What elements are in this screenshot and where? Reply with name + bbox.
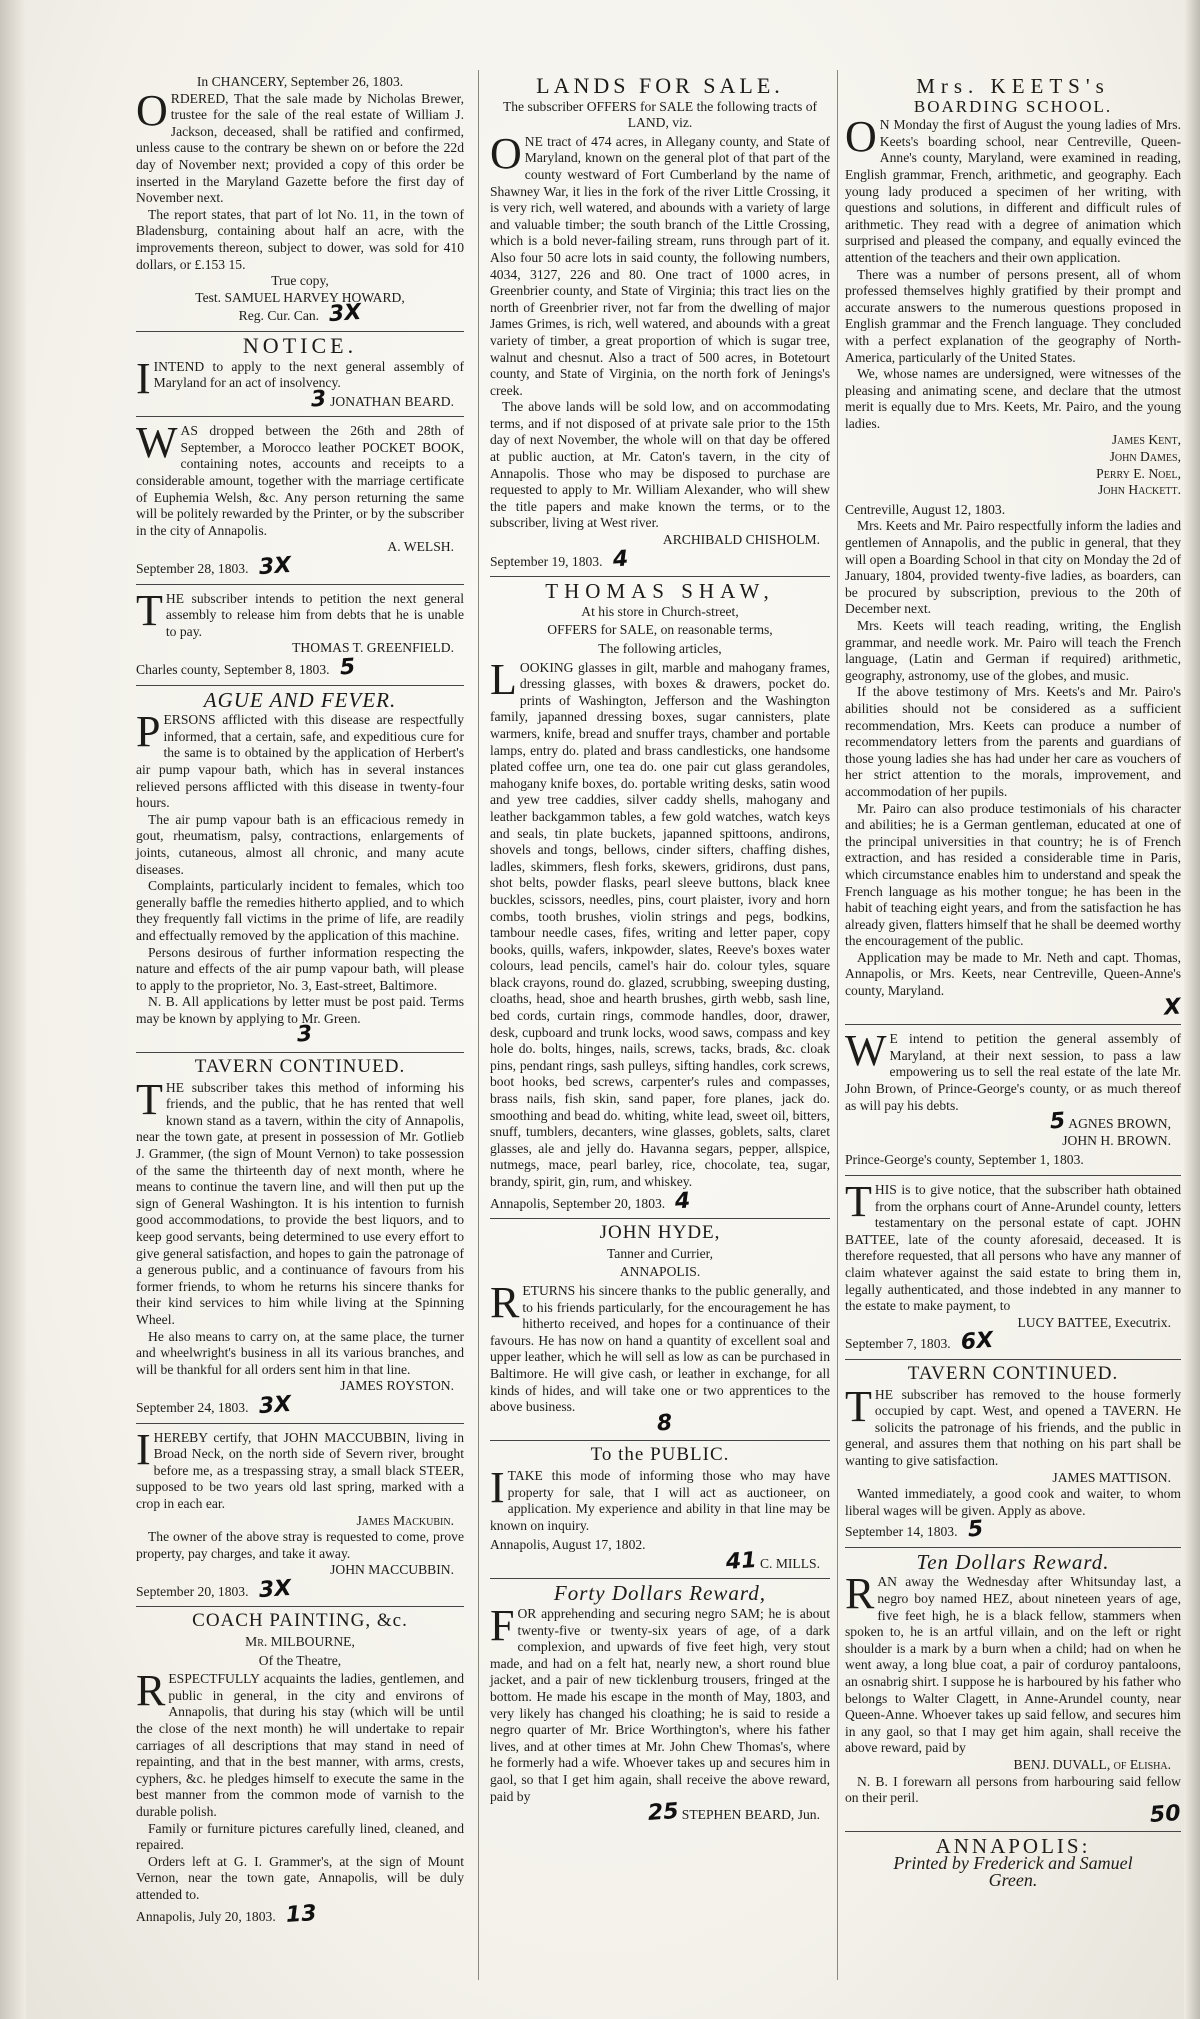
tavern2-p1: THE subscriber has removed to the house formerly occupied by capt. West, and opened a TAVERN. He solicits the patronage of his friends, and the public in general, and assures them that nothing on his part shall be wanting to give satisfaction.: [845, 1381, 1181, 1468]
divider: [845, 1547, 1181, 1548]
handwritten-mark: 5: [338, 654, 356, 681]
shaw-sub1: At his store in Church-street,: [581, 603, 739, 619]
battee-p1: THIS is to give notice, that the subscriber hath obtained from the orphans court of Anne-Arundel county, letters testamentary on the personal estate of capt. JOHN BATTEE, late of the county aforesaid, deceased. It is therefore requested, that all persons who have any manner of claim whatever against the said estate to bring them in, legally authenticated, and those indebted in any manner to the estate to make payment, to: [845, 1177, 1181, 1314]
greenfield-signer: THOMAS T. GREENFIELD.: [292, 640, 454, 656]
handwritten-mark: 3X: [328, 300, 363, 328]
steer-notice: [136, 1424, 464, 1603]
ague-p3: Complaints, particularly incident to females, which too generally baffle the remedies hitherto applied, and to which they frequently fall victims in the prime of life, are readily and effectually removed by the application of this machine.: [136, 878, 464, 943]
coach-p3: Orders left at G. I. Grammer's, at the sign of Mount Vernon, near the town gate, Annapolis, will be duly attended to.: [136, 1853, 464, 1902]
tavern2-heading: TAVERN CONTINUED.: [907, 1362, 1119, 1384]
coach-p2: Family or furniture pictures carefully lined, cleaned, and repaired.: [136, 1820, 464, 1853]
public-p1: ITAKE this mode of informing those who may have property for sale, that I will act as auctioneer, on application. My experience and ability in that line may be known on inquiry.: [490, 1462, 830, 1533]
handwritten-mark: 4: [674, 1188, 692, 1215]
lands-advert: [490, 73, 830, 573]
handwritten-mark: 13: [284, 1900, 318, 1928]
handwritten-mark: 6X: [959, 1328, 994, 1356]
ague-advert: [136, 687, 464, 1048]
keets-date: Centreville, August 12, 1803.: [845, 501, 1006, 517]
shaw-p1: LOOKING glasses in gilt, marble and mahogany frames, dressing glasses, with boxes & drawers, pocket do. prints of Washington, Jefferson and the Washington family, japanned dressing boxes, sugar cannisters, plate warmers, knife, bread and snuffer trays, chamber and portable lamps, entry do. plated and brass candlesticks, one handsome plated coffee urn, one tea do. one pair cut glass gerandoles, mahogany knife boxes, do. portable writing desks, satin wood and yew tree caddies, silver caddy shells, mahogany and leather backgammon tables, a few gold watches, watch keys and seals, tin plate buckets, japanned spittoons, andirons, shovels and tongs, bellows, cinder sifters, chaffing dishes, ladles, skimmers, flesh forks, skewers, gridirons, dust pans, shot belts, powder flasks, pearl sleeve buttons, black knee buckles, scissors, needles, pins, court plaister, ivory and horn combs, tooth brushes, violin strings and pegs, bodkins, tambour needle cases, fifes, writing and letter paper, copy books, quills, wafers, inkpowder, slates, Reeve's boxes water colours, lead pencils, camel's hair do. colour tyles, square black crayons, round do. glazed, scrubbing, sweeping dusting, cloaths, head, shoe and hearth brushes, girth webb, sash line, bed cords, curtain rings, commode handles, door, drawer, desk, cupboard and trunk locks, wood saws, compass and key hole do. bolts, hinges, nails, screws, tacks, brads, &c. cloak pins, pendant rings, sash pulleys, sifting handles, cork screws, boot hooks, bed screws, carpenter's rules and compasses, brass nails, fish skin, sand paper, fore planes, jack do. smoothing and bead do. whiting, white lead, sweet oil, bitters, snuff, tumblers, decanters, wine glasses, goblets, salts, claret glasses, ale and jelly do. Havanna segars, pepper, allspice, nutmegs, mace, pearl barley, rice, chocolate, tea, sugar, brandy, spirit, gin, rum, and whiskey.: [490, 654, 830, 1189]
coach-p1: RESPECTFULLY acquaints the ladies, gentlemen, and public in general, in the city and environs of Annapolis, that during his stay (which will be until the close of the next month) he will undertake to repair carriages of all descriptions that may stand in need of repainting, and that in the best manner, with arms, crests, cyphers, &c. he pledges himself to execute the same in the best manner from the common mode of varnish to the durable polish.: [136, 1666, 464, 1819]
handwritten-mark: 50: [1149, 1800, 1182, 1828]
tavern-signer: JAMES ROYSTON.: [340, 1378, 454, 1394]
coach-heading: COACH PAINTING, &c.: [192, 1610, 408, 1632]
imprint-line-2: Green.: [988, 1869, 1038, 1890]
handwritten-mark: 3: [310, 386, 328, 413]
lands-heading: LANDS FOR SALE.: [536, 73, 784, 98]
coach-sub2: Of the Theatre,: [258, 1652, 342, 1668]
tavern-heading: TAVERN CONTINUED.: [194, 1056, 406, 1078]
reward40-signer: STEPHEN BEARD, Jun.: [681, 1807, 820, 1823]
steer-signer: JOHN MACCUBBIN.: [330, 1562, 454, 1578]
keets-p1: ON Monday the first of August the young ladies of Mrs. Keets's boarding school, near Centreville, Queen-Anne's county, Maryland, were examined in reading, English grammar, French, arithmetic, and geography. Each young lady produced a specimen of her writing, with questions and solutions, in different and difficult rules of arithmetic. They read with a degree of animation which surprised and pleased the company, and equally evinced the attention of the teachers and their own application.: [845, 112, 1181, 265]
handwritten-mark: 25: [646, 1799, 680, 1827]
steer-justice: James Mackubin.: [356, 1512, 454, 1528]
reward10-p1: RAN away the Wednesday after Whitsunday last, a negro boy named HEZ, about nineteen years of age, five feet high, he is a black fellow, stammers when spoken to, he is an artful villain, and on the left or right shoulder is a mark by a burn when a child; had on when he went away, a long blue coat, a pair of corduroy pantaloons, an osnabrig shirt. I suppose he is harboured by his father who belongs to Walter Clagett, in Anne-Arundel county, near Queen-Anne. Whoever takes up said fellow, and secures him in any gaol, so that I may get him again, shall receive the above reward, paid by: [845, 1569, 1181, 1756]
battee-notice: [845, 1177, 1181, 1356]
lands-p2: The above lands will be sold low, and on accommodating terms, and if not disposed of at private sale prior to the 15th day of next November, the whole will on that day be offered at public auction, at Mr. Caton's tavern, in the city of Annapolis. Those who may be disposed to purchase are requested to apply to Mr. William Alexander, who will shew the title papers and make known the terms, or to the subscriber, living at West river.: [490, 399, 830, 531]
coach-advert: [136, 1610, 464, 1928]
lands-intro: The subscriber OFFERS for SALE the following tracts of LAND, viz.: [502, 98, 818, 131]
pocketbook-body: WAS dropped between the 26th and 28th of September, a Morocco leather POCKET BOOK, containing notes, accounts and receipts to a considerable amount, together with the marriage certificate of Euphemia Welsh, &c. Any person returning the same will be politely rewarded by the Printer, or by the subscriber in the city of Annapolis.: [136, 418, 464, 538]
hyde-sub2: ANNAPOLIS.: [619, 1264, 701, 1280]
notice-body: IINTEND to apply to the next general assembly of Maryland for an act of insolvency.: [136, 353, 464, 403]
greenfield-notice: [136, 585, 464, 681]
handwritten-mark: 3X: [257, 1391, 292, 1420]
battee-date: September 7, 1803.: [845, 1336, 951, 1352]
keets-p7: Mr. Pairo can also produce testimonials of his character and abilities; he is a German gentleman, educated at one of the principal universities in that country; he is of French extraction, and has resided a considerable time in Paris, which circumstance enables him to understand and speak the French language as his mother tongue; he has been in the habit of teaching eight years, and from the satisfaction he has already given, flatters himself that he shall be deemed worthy the encouragement of the public.: [845, 800, 1181, 949]
true-copy: True copy,: [271, 273, 329, 289]
tavern-p2: He also means to carry on, at the same place, the turner and wheelwright's business in all its various branches, and will be thankful for all orders sent him in that line.: [136, 1328, 464, 1377]
ague-p4: Persons desirous of further information respecting the nature and effects of the air pump vapour bath, will please to apply to the proprietor, No. 3, East-street, Baltimore.: [136, 944, 464, 993]
keets-p6: If the above testimony of Mrs. Keets's and Mr. Pairo's abilities should not be considered as a sufficient recommendation, Mrs. Keets can produce a number of recommendatory letters from the parents and guardians of those young ladies she has had under her care as vouchers of her strict attention to the morals, improvement, and accommodation of her pupils.: [845, 684, 1181, 799]
lands-signer: ARCHIBALD CHISHOLM.: [662, 532, 820, 548]
shaw-advert: [490, 579, 830, 1215]
chancery-test: Test. SAMUEL HARVEY HOWARD,: [195, 289, 405, 305]
handwritten-mark: 3X: [257, 552, 292, 581]
shaw-heading: THOMAS SHAW,: [545, 579, 775, 604]
column-3: [845, 74, 1181, 1894]
greenfield-body: THE subscriber intends to petition the next general assembly to release him from debts that he is unable to pay.: [136, 585, 464, 639]
tavern-p1: THE subscriber takes this method of informing his friends, and the public, that he has rented that well known stand as a tavern, within the city of Annapolis, near the town gate, at present in possession of Mr. Gotlieb J. Grammer, (the sign of Mount Vernon) to take possession of the same the thirteenth day of next month, where he means to continue the tavern line, and will then put up the sign of General Washington. It is his intention to furnish good accommodations, to provide the best liquors, and to keep good servants, being determined to use every effort to give general satisfaction, and hopes to gain the patronage of a generous public, and a continuance of favours from his former friends, to whom he returns his sincere thanks for their kind services to him while living at the Spinning Wheel.: [136, 1074, 464, 1327]
pocketbook-date: September 28, 1803.: [136, 561, 249, 577]
ague-p1: PERSONS afflicted with this disease are respectfully informed, that a certain, safe, and expeditious cure for the same is to obtained by the application of Herbert's air pump vapour bath, which has in several instances relieved persons afflicted with this disease in twenty-four hours.: [136, 707, 464, 811]
divider: [490, 1440, 830, 1441]
brown-signer-2: JOHN H. BROWN.: [1062, 1132, 1171, 1148]
tavern2-signer: JAMES MATTISON.: [1052, 1469, 1171, 1485]
reward10-signer: BENJ. DUVALL, of Elisha.: [1013, 1757, 1171, 1772]
reward40-p1: FOR apprehending and securing negro SAM; he is about twenty-five or twenty-six years of age, of a dark complexion, and upwards of five feet high, very stout made, and had on a felt hat, nearly new, a short round blue jacket, and a pair of new ticklenburg trousers, fringed at the bottom. He made his escape in the month of May, 1803, and very likely has changed his cloathing; he is said to reside a negro quarter of Mr. Brice Worthington's, where his father lives, and at other times at Mr. John Chew Thomas's, where he formerly had a wife. Whoever takes up and secures him in gaol, so that I get him again, shall receive the above reward, paid by: [490, 1601, 830, 1804]
reward40-heading: Forty Dollars Reward,: [553, 1581, 767, 1606]
insolvency-notice: [136, 332, 464, 413]
coach-sub1: Mr. MILBOURNE,: [245, 1634, 355, 1650]
handwritten-mark: 3X: [257, 1575, 292, 1603]
divider: [845, 1831, 1181, 1832]
ague-p5: N. B. All applications by letter must be post paid. Terms may be known by applying to Mr. Green.: [136, 994, 464, 1026]
printer-imprint: [845, 1834, 1181, 1890]
divider: [845, 1359, 1181, 1360]
handwritten-mark: 4: [611, 546, 629, 573]
handwritten-mark: 41: [725, 1547, 758, 1575]
keets-witness-list: [845, 432, 1181, 498]
column-2: [490, 74, 830, 1830]
keets-p4: Mrs. Keets and Mr. Pairo respectfully inform the ladies and gentlemen of Annapolis, and the public in general, that they will open a Boarding School in that city on Monday the 2d of January, 1804, provided twenty-five ladies, as boarders, can be procured by subscription, previous to the 20th of December next.: [845, 518, 1181, 617]
ague-heading: AGUE AND FEVER.: [203, 687, 397, 712]
brown-p1: WE intend to petition the general assembly of Maryland, at their next session, to pass a law empowering us to sell the real estate of the late Mr. John Brown, of Prince-George's county, or as much thereof as will pay his debts.: [845, 1026, 1181, 1113]
pocketbook-notice: [136, 418, 464, 581]
tavern-advert: [136, 1056, 464, 1420]
imprint-city: ANNAPOLIS:: [935, 1834, 1091, 1859]
handwritten-mark: 8: [656, 1410, 674, 1437]
divider: [136, 331, 464, 332]
keets-p5: Mrs. Keets will teach reading, writing, the English grammar, and needle work. Mr. Pairo will teach the French language, (Latin and German if required) arithmetic, geography, astronomy, use of the globes, and music.: [845, 618, 1181, 683]
greenfield-date: Charles county, September 8, 1803.: [136, 662, 330, 677]
keets-p2: There was a number of persons present, all of whom professed themselves highly gratified by their prompt and accurate answers to the numerous questions proposed in English grammar and the French language. They concluded with a perfect explanation of the geography of North-America, particularly of the United States.: [845, 266, 1181, 365]
keets-witness: James Kent,: [1111, 432, 1181, 448]
divider: [136, 1052, 464, 1053]
steer-body: IHEREBY certify, that JOHN MACCUBBIN, living in Broad Neck, on the north side of Severn river, brought before me, as a trespassing stray, a small black STEER, supposed to be two years old last spring, marked with a crop in each ear.: [136, 1424, 464, 1511]
divider: [136, 685, 464, 686]
divider: [136, 584, 464, 585]
chancery-notice: [136, 74, 464, 328]
brown-signer-1: AGNES BROWN,: [1068, 1116, 1171, 1132]
notice-signer: JONATHAN BEARD.: [330, 393, 454, 409]
keets-witness: Perry E. Noel,: [1096, 465, 1181, 481]
shaw-sub3: The following articles,: [598, 641, 722, 656]
reward40-advert: [490, 1581, 830, 1827]
tavern-date: September 24, 1803.: [136, 1399, 249, 1415]
column-rule: [478, 70, 479, 1980]
divider: [136, 1423, 464, 1424]
divider: [490, 1578, 830, 1579]
shaw-date: Annapolis, September 20, 1803.: [490, 1195, 666, 1211]
chancery-body-2: The report states, that part of lot No. 11, in the town of Bladensburg, containing about half an acre, with the improvements thereon, subject to dower, was sold for 410 dollars, or £.153 15.: [136, 206, 464, 272]
keets-witness: John Dames,: [1109, 449, 1181, 465]
divider: [136, 416, 464, 417]
chancery-body: ORDERED, That the sale made by Nicholas Brewer, trustee for the sale of the real estate of William J. Jackson, deceased, shall be ratified and confirmed, unless cause to the contrary be shewn on or before the 22d day of November next; provided a copy of this order be inserted in the Maryland Gazette before the first day of November next.: [136, 85, 464, 206]
hyde-advert: [490, 1222, 830, 1437]
tavern2-p2: Wanted immediately, a good cook and waiter, to whom liberal wages will be given. Apply as above.: [845, 1486, 1181, 1518]
hyde-sub1: Tanner and Currier,: [606, 1245, 714, 1261]
reward10-p2: N. B. I forewarn all persons from harbouring said fellow on their peril.: [845, 1773, 1181, 1806]
shaw-sub2: OFFERS for SALE, on reasonable terms,: [547, 622, 773, 638]
keets-p3: We, whose names are undersigned, were witnesses of the pleasing and animating scene, and declare that the utmost merit is equally due to Mrs. Keets, Mr. Pairo, and the young ladies.: [845, 366, 1181, 431]
column-rule: [837, 70, 838, 1980]
public-signer: C. MILLS.: [759, 1555, 820, 1571]
keets-p8: Application may be made to Mr. Neth and capt. Thomas, Annapolis, or Mrs. Keets, near Centreville, Queen-Anne's county, Maryland.: [845, 949, 1181, 999]
chancery-reg: Reg. Cur. Can.: [238, 308, 320, 324]
coach-date: Annapolis, July 20, 1803.: [136, 1908, 276, 1924]
lands-date: September 19, 1803.: [490, 553, 603, 569]
public-heading: To the PUBLIC.: [590, 1444, 730, 1466]
hyde-p1: RETURNS his sincere thanks to the public generally, and to his friends particularly, for the encouragement he has hitherto received, and hopes for a continuance of their favours. He has now on hand a quantity of excellent soal and upper leather, which he will sell as low as can be purchased in Baltimore. He will give cash, or leather in exchange, for all kinds of hides, and will take one or two apprentices to the above business.: [490, 1277, 830, 1415]
imprint-line: Printed by Frederick and Samuel: [893, 1852, 1133, 1873]
keets-witness: John Hackett.: [1097, 482, 1181, 498]
public-advert: [490, 1444, 830, 1575]
tavern2-advert: [845, 1362, 1181, 1543]
tavern2-date: September 14, 1803.: [845, 1524, 958, 1540]
reward10-heading: Ten Dollars Reward.: [916, 1549, 1110, 1574]
chancery-date: In CHANCERY, September 26, 1803.: [196, 74, 404, 89]
keets-heading: Mrs. KEETS's: [916, 74, 1110, 98]
divider: [490, 576, 830, 577]
notice-heading: NOTICE.: [242, 332, 358, 358]
lands-p1: ONE tract of 474 acres, in Allegany county, and State of Maryland, known on the general plot of that part of the county westward of Fort Cumberland by the name of Shawney War, it lies in the fork of the river Little Crossing, it is very rich, well watered, and abounds with a variety of large and valuable timber; the south branch of the Little Crossing, which is a bold never-failing stream, runs through part of it. Also four 50 acre lots in said county, the following numbers, 4034, 3127, 226 and 80. One tract of 1000 acres, in Greenbrier county, and State of Virginia; this tract lies on the north of Greenbrier river, not far from the dwelling of major James Grimes, is rich, well watered, and abounds with a great variety of timber, a great proportion of which is sugar tree, walnut and chesnut. Also a tract of 500 acres, in Botetourt county, and State of Virginia, on the north fork of Jenings's creek.: [490, 128, 830, 398]
page-edge-right: [1184, 0, 1200, 2019]
keets-sub: BOARDING SCHOOL.: [913, 96, 1113, 116]
page-edge-left: [0, 0, 26, 2019]
divider: [136, 1606, 464, 1607]
handwritten-mark: 3: [296, 1021, 314, 1048]
battee-signer: LUCY BATTEE, Executrix.: [1017, 1314, 1171, 1330]
divider: [845, 1175, 1181, 1176]
reward10-advert: [845, 1549, 1182, 1828]
handwritten-mark: X: [1163, 994, 1182, 1021]
divider: [490, 1218, 830, 1219]
handwritten-mark: 5: [966, 1516, 984, 1543]
public-date: Annapolis, August 17, 1802.: [490, 1537, 646, 1553]
handwritten-mark: 5: [1049, 1108, 1067, 1135]
divider: [845, 1024, 1181, 1025]
column-1: [136, 74, 464, 1931]
keets-advert: [845, 74, 1182, 1021]
steer-p2: The owner of the above stray is requested to come, prove property, pay charges, and take it away.: [136, 1529, 464, 1561]
hyde-heading: JOHN HYDE,: [599, 1222, 721, 1244]
ague-p2: The air pump vapour bath is an efficacious remedy in gout, rheumatism, palsy, contractions, enlargements of joints, cutaneous, almost all chronic, and many acute diseases.: [136, 811, 464, 877]
brown-date: Prince-George's county, September 1, 1803.: [845, 1152, 1084, 1168]
pocketbook-signer: A. WELSH.: [387, 539, 454, 555]
brown-notice: [845, 1026, 1181, 1169]
steer-date: September 20, 1803.: [136, 1583, 249, 1599]
